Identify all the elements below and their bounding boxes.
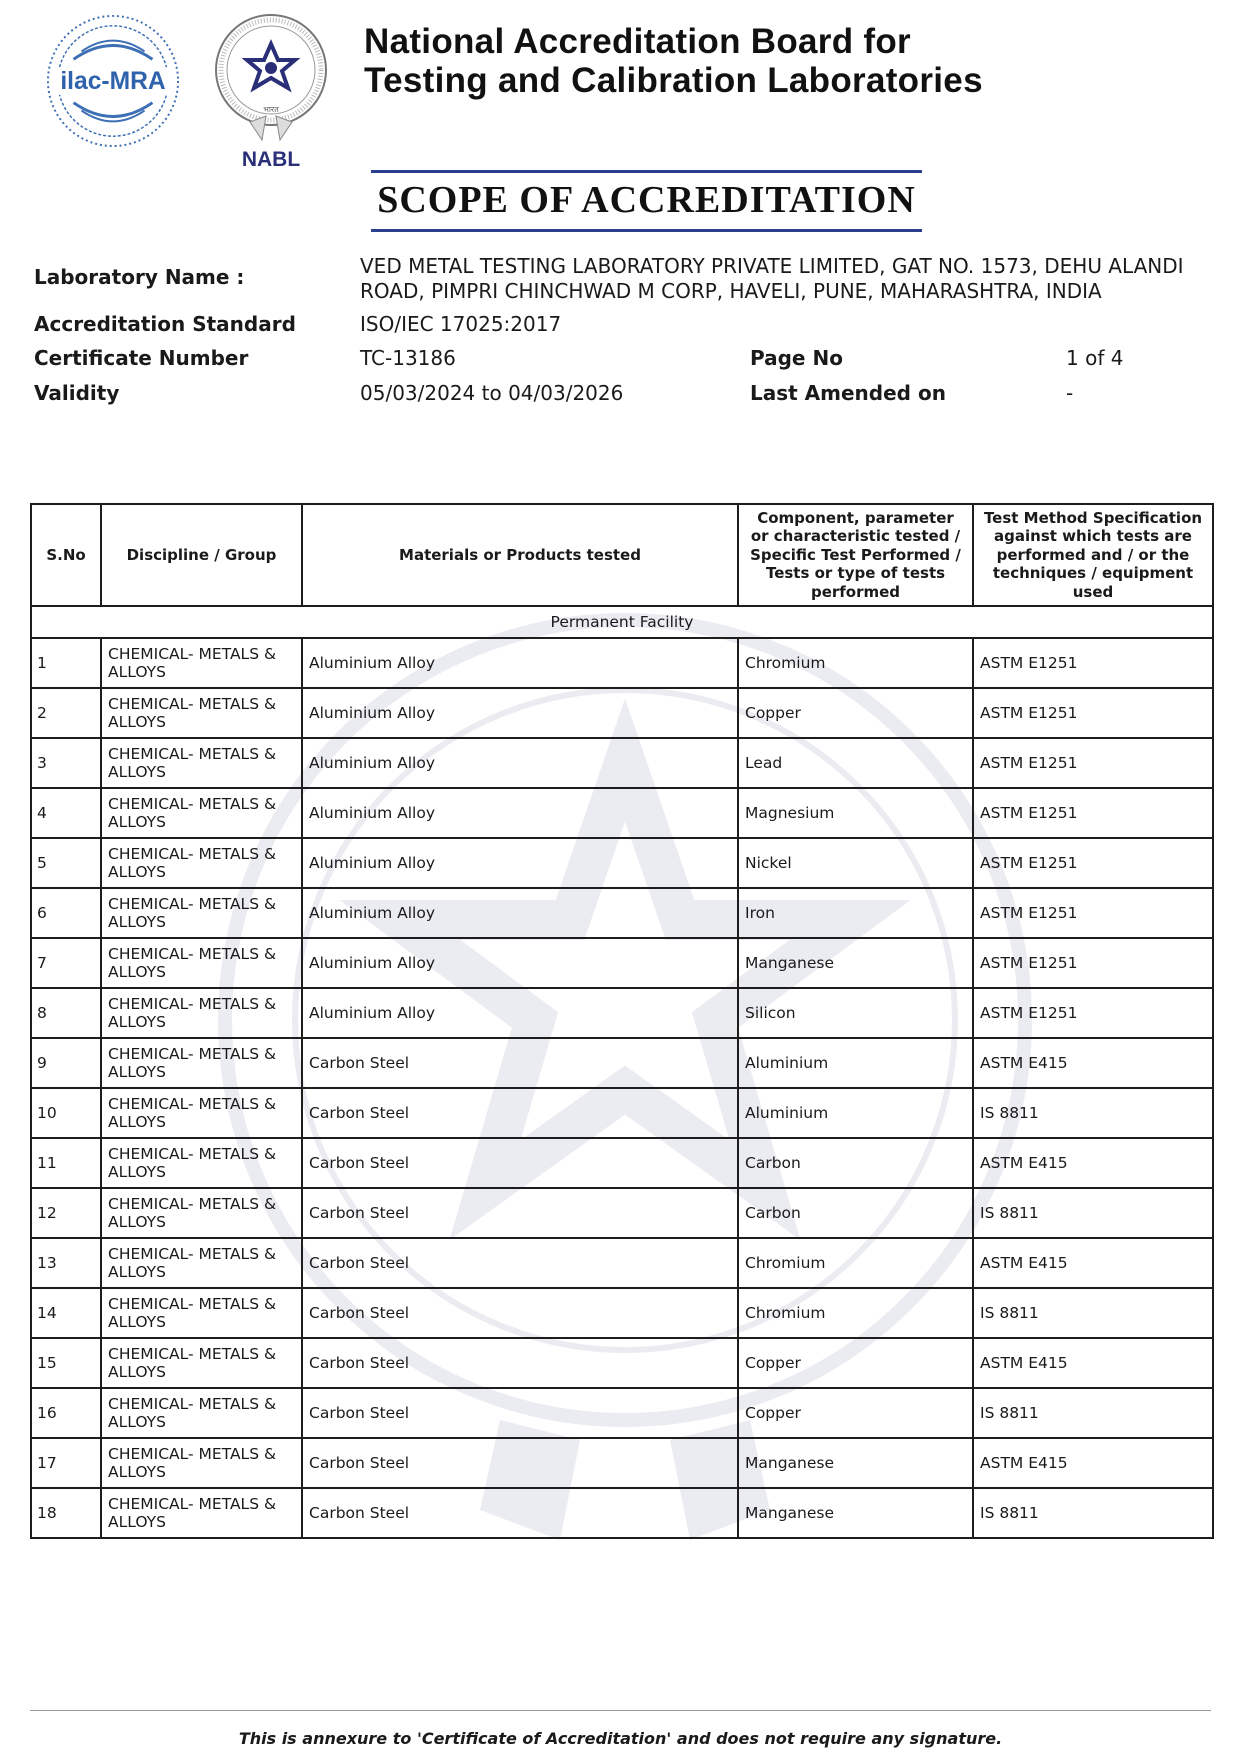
table-row — [31, 1138, 1213, 1188]
cell-parameter: Chromium — [738, 1288, 973, 1338]
table-row — [31, 888, 1213, 938]
cell-group: CHEMICAL- METALS & ALLOYS — [101, 1038, 302, 1088]
cell-material: Aluminium Alloy — [302, 888, 738, 938]
page-no-label: Page No — [750, 346, 843, 370]
cell-method: ASTM E415 — [973, 1438, 1213, 1488]
cell-sno: 9 — [31, 1038, 101, 1088]
cell-parameter: Manganese — [738, 938, 973, 988]
accreditation-standard-label: Accreditation Standard — [34, 312, 296, 336]
cell-method: ASTM E1251 — [973, 938, 1213, 988]
cell-method: ASTM E1251 — [973, 688, 1213, 738]
cell-method: ASTM E1251 — [973, 788, 1213, 838]
lab-name-value-line-1: VED METAL TESTING LABORATORY PRIVATE LIMITED, GAT NO. 1573, DEHU ALANDI — [360, 254, 1184, 278]
nabl-logo-icon — [210, 10, 332, 172]
cell-material: Aluminium Alloy — [302, 788, 738, 838]
cell-method: ASTM E1251 — [973, 988, 1213, 1038]
cell-group: CHEMICAL- METALS & ALLOYS — [101, 1388, 302, 1438]
cell-parameter: Manganese — [738, 1488, 973, 1538]
cell-parameter: Copper — [738, 1338, 973, 1388]
cell-material: Aluminium Alloy — [302, 938, 738, 988]
cell-group: CHEMICAL- METALS & ALLOYS — [101, 838, 302, 888]
cell-group: CHEMICAL- METALS & ALLOYS — [101, 1438, 302, 1488]
table-row — [31, 1438, 1213, 1488]
cell-parameter: Aluminium — [738, 1038, 973, 1088]
table-row — [31, 688, 1213, 738]
cell-parameter: Lead — [738, 738, 973, 788]
table-row — [31, 1388, 1213, 1438]
cell-sno: 2 — [31, 688, 101, 738]
cell-sno: 16 — [31, 1388, 101, 1438]
cell-parameter: Magnesium — [738, 788, 973, 838]
cell-group: CHEMICAL- METALS & ALLOYS — [101, 988, 302, 1038]
table-row — [31, 638, 1213, 688]
cell-group: CHEMICAL- METALS & ALLOYS — [101, 1138, 302, 1188]
header-sno: S.No — [31, 504, 101, 606]
header-method: Test Method Specification against which tests are performed and / or the techniques / equipment used — [973, 504, 1213, 606]
cell-parameter: Aluminium — [738, 1088, 973, 1138]
table-row — [31, 1088, 1213, 1138]
cell-material: Aluminium Alloy — [302, 638, 738, 688]
header-discipline: Discipline / Group — [101, 504, 302, 606]
table-row — [31, 1288, 1213, 1338]
table-row — [31, 1238, 1213, 1288]
cell-material: Carbon Steel — [302, 1388, 738, 1438]
cell-material: Carbon Steel — [302, 1088, 738, 1138]
cell-method: IS 8811 — [973, 1188, 1213, 1238]
cell-material: Carbon Steel — [302, 1438, 738, 1488]
cell-group: CHEMICAL- METALS & ALLOYS — [101, 888, 302, 938]
page-no-value: 1 of 4 — [1066, 346, 1124, 370]
certificate-number-label: Certificate Number — [34, 346, 249, 370]
certificate-number-value: TC-13186 — [360, 346, 456, 370]
last-amended-label: Last Amended on — [750, 381, 946, 405]
cell-method: ASTM E1251 — [973, 738, 1213, 788]
cell-method: ASTM E415 — [973, 1238, 1213, 1288]
cell-material: Aluminium Alloy — [302, 738, 738, 788]
board-name-line-2: Testing and Calibration Laboratories — [364, 61, 983, 100]
cell-sno: 15 — [31, 1338, 101, 1388]
ilac-mra-logo-icon — [44, 12, 182, 150]
cell-method: ASTM E415 — [973, 1038, 1213, 1088]
lab-name-value-line-2: ROAD, PIMPRI CHINCHWAD M CORP, HAVELI, PUNE, MAHARASHTRA, INDIA — [360, 279, 1102, 303]
cell-group: CHEMICAL- METALS & ALLOYS — [101, 938, 302, 988]
validity-label: Validity — [34, 381, 120, 405]
footer-note: This is annexure to 'Certificate of Accreditation' and does not require any signature. — [238, 1729, 1003, 1748]
cell-method: ASTM E1251 — [973, 888, 1213, 938]
last-amended-value: - — [1066, 381, 1074, 405]
board-name — [364, 22, 1084, 100]
cell-method: IS 8811 — [973, 1388, 1213, 1438]
cell-group: CHEMICAL- METALS & ALLOYS — [101, 1238, 302, 1288]
header-parameter: Component, parameter or characteristic tested / Specific Test Performed / Tests or type of tests performed — [738, 504, 973, 606]
cell-method: IS 8811 — [973, 1488, 1213, 1538]
cell-material: Aluminium Alloy — [302, 688, 738, 738]
board-name-line-1: National Accreditation Board for — [364, 22, 911, 61]
cell-parameter: Chromium — [738, 638, 973, 688]
cell-parameter: Chromium — [738, 1238, 973, 1288]
table-row — [31, 788, 1213, 838]
cell-group: CHEMICAL- METALS & ALLOYS — [101, 738, 302, 788]
cell-group: CHEMICAL- METALS & ALLOYS — [101, 1338, 302, 1388]
cell-material: Aluminium Alloy — [302, 838, 738, 888]
cell-parameter: Iron — [738, 888, 973, 938]
table-row — [31, 838, 1213, 888]
lab-name-label: Laboratory Name : — [34, 265, 245, 289]
cell-method: IS 8811 — [973, 1288, 1213, 1338]
cell-sno: 10 — [31, 1088, 101, 1138]
table-row — [31, 1488, 1213, 1538]
cell-parameter: Copper — [738, 1388, 973, 1438]
header-materials: Materials or Products tested — [302, 504, 738, 606]
cell-sno: 13 — [31, 1238, 101, 1288]
cell-sno: 7 — [31, 938, 101, 988]
table-row — [31, 988, 1213, 1038]
cell-sno: 14 — [31, 1288, 101, 1338]
cell-material: Carbon Steel — [302, 1488, 738, 1538]
cell-method: ASTM E415 — [973, 1338, 1213, 1388]
document-title: SCOPE OF ACCREDITATION — [377, 179, 916, 221]
table-row — [31, 738, 1213, 788]
cell-parameter: Carbon — [738, 1138, 973, 1188]
cell-sno: 12 — [31, 1188, 101, 1238]
cell-sno: 17 — [31, 1438, 101, 1488]
accreditation-standard-value: ISO/IEC 17025:2017 — [360, 312, 562, 336]
cell-group: CHEMICAL- METALS & ALLOYS — [101, 1088, 302, 1138]
ilac-logo-text: ilac-MRA — [60, 67, 166, 95]
cell-method: ASTM E1251 — [973, 838, 1213, 888]
table-row — [31, 938, 1213, 988]
cell-material: Carbon Steel — [302, 1038, 738, 1088]
cell-sno: 4 — [31, 788, 101, 838]
cell-group: CHEMICAL- METALS & ALLOYS — [101, 788, 302, 838]
cell-parameter: Carbon — [738, 1188, 973, 1238]
cell-sno: 5 — [31, 838, 101, 888]
table-header-row — [31, 504, 1213, 606]
validity-value: 05/03/2024 to 04/03/2026 — [360, 381, 624, 405]
nabl-seal-text: भारत — [263, 105, 279, 114]
cell-parameter: Silicon — [738, 988, 973, 1038]
cell-group: CHEMICAL- METALS & ALLOYS — [101, 1488, 302, 1538]
cell-group: CHEMICAL- METALS & ALLOYS — [101, 1288, 302, 1338]
cell-material: Carbon Steel — [302, 1138, 738, 1188]
cell-material: Carbon Steel — [302, 1188, 738, 1238]
cell-group: CHEMICAL- METALS & ALLOYS — [101, 1188, 302, 1238]
cell-sno: 18 — [31, 1488, 101, 1538]
cell-material: Carbon Steel — [302, 1338, 738, 1388]
footer-rule — [30, 1710, 1211, 1711]
cell-parameter: Manganese — [738, 1438, 973, 1488]
cell-parameter: Nickel — [738, 838, 973, 888]
table-row — [31, 1188, 1213, 1238]
cell-method: IS 8811 — [973, 1088, 1213, 1138]
cell-group: CHEMICAL- METALS & ALLOYS — [101, 638, 302, 688]
cell-method: ASTM E1251 — [973, 638, 1213, 688]
cell-sno: 11 — [31, 1138, 101, 1188]
cell-parameter: Copper — [738, 688, 973, 738]
cell-sno: 8 — [31, 988, 101, 1038]
table-row — [31, 1038, 1213, 1088]
document-title-block — [371, 170, 922, 232]
table-row — [31, 1338, 1213, 1388]
facility-label: Permanent Facility — [31, 606, 1213, 638]
cell-material: Carbon Steel — [302, 1238, 738, 1288]
cell-method: ASTM E415 — [973, 1138, 1213, 1188]
cell-material: Carbon Steel — [302, 1288, 738, 1338]
cell-material: Aluminium Alloy — [302, 988, 738, 1038]
facility-row — [31, 606, 1213, 638]
cell-sno: 1 — [31, 638, 101, 688]
scope-table — [30, 503, 1214, 1539]
nabl-logo-text: NABL — [241, 148, 301, 171]
cell-group: CHEMICAL- METALS & ALLOYS — [101, 688, 302, 738]
cell-sno: 6 — [31, 888, 101, 938]
cell-sno: 3 — [31, 738, 101, 788]
title-rule-bottom — [371, 229, 922, 232]
